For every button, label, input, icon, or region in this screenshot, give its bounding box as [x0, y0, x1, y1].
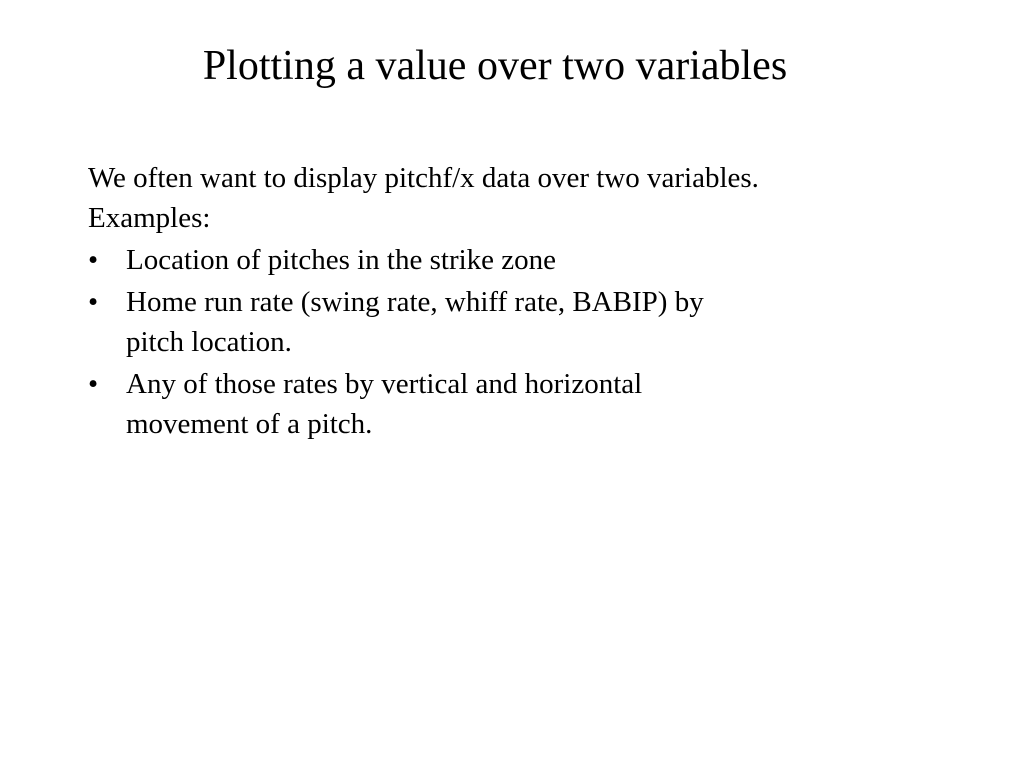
- bullet-text: Location of pitches in the strike zone: [126, 244, 557, 276]
- slide-title: Plotting a value over two variables: [202, 43, 788, 89]
- bullet-text: pitch location.: [126, 326, 292, 358]
- bullet-icon: •: [88, 244, 99, 276]
- intro-line: We often want to display pitchf/x data over two variables.: [88, 162, 759, 194]
- bullet-text: Home run rate (swing rate, whiff rate, BABIP) by: [126, 286, 704, 318]
- intro-paragraph: [88, 158, 908, 238]
- bullet-text: movement of a pitch.: [126, 408, 373, 440]
- bullet-text: Any of those rates by vertical and horizontal: [126, 368, 643, 400]
- bullet-item: [88, 364, 908, 444]
- bullet-icon: •: [88, 286, 99, 318]
- bullet-item: [88, 240, 908, 280]
- slide-body: [88, 158, 908, 446]
- bullet-item: [88, 282, 908, 362]
- intro-line: Examples:: [88, 202, 211, 234]
- bullet-icon: •: [88, 368, 99, 400]
- bullet-list: [88, 240, 908, 444]
